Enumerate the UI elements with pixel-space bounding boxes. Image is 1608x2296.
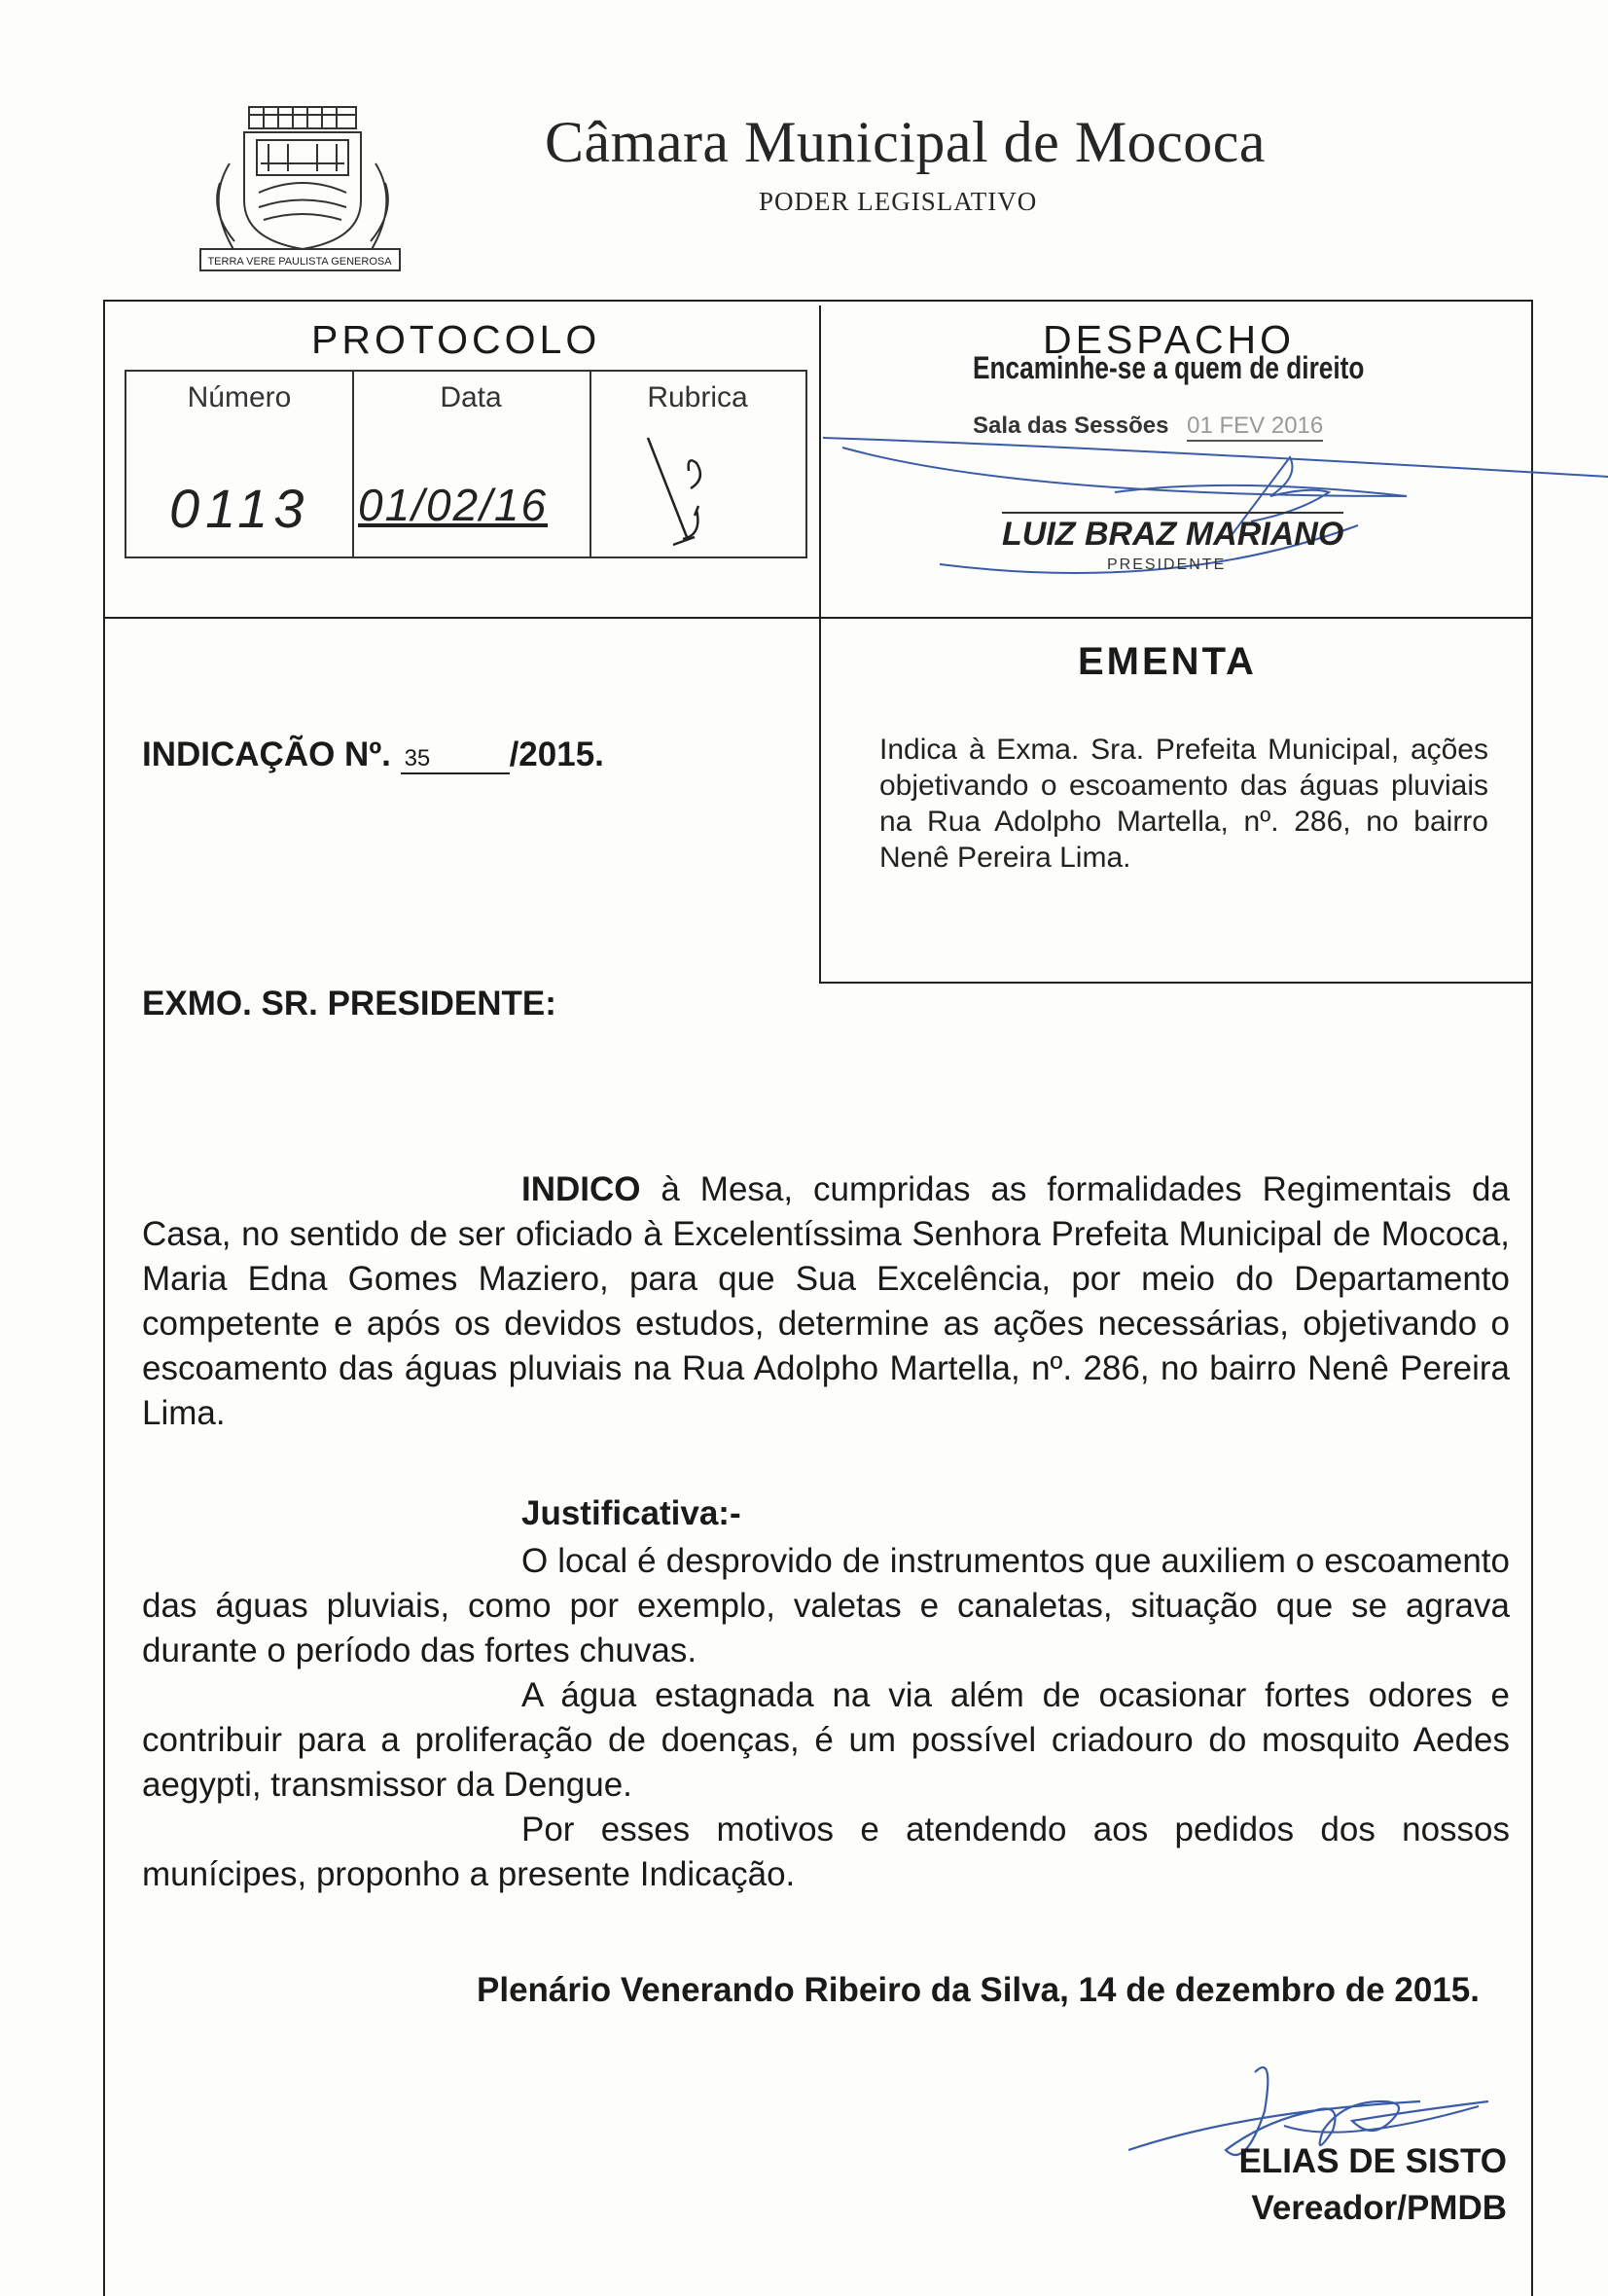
despacho-title: DESPACHO: [1043, 317, 1296, 362]
column-divider: [819, 305, 821, 982]
despacho-signatory-role: PRESIDENTE: [1107, 556, 1227, 573]
protocolo-table: [125, 370, 807, 558]
ementa-box-bottom: [819, 982, 1531, 984]
municipal-crest-logo: [191, 105, 414, 280]
place-and-date: Plenário Venerando Ribeiro da Silva, 14 de dezembro de 2015.: [477, 1971, 1480, 2009]
numero-value: 0113: [169, 478, 310, 539]
ementa-title: EMENTA: [1078, 640, 1257, 683]
signer-role: Vereador/PMDB: [1251, 2189, 1507, 2227]
ementa-text: Indica à Exma. Sra. Prefeita Municipal, ações objetivando o escoamento das águas pluviais na Rua Adolpho Martella, nº. 286, no bairro Nenê Pereira Lima.: [879, 734, 1488, 874]
rubrica-label: Rubrica: [647, 381, 748, 413]
numero-cell: [126, 372, 354, 556]
justificativa-text-2: A água estagnada na via além de ocasionar fortes odores e contribuir para a proliferação de doenças, é um possível criadouro do mosquito Aedes aegypti, transmissor da Dengue.: [142, 1676, 1510, 1804]
indicacao-year: /2015.: [509, 735, 604, 773]
body-paragraph-1: [142, 1167, 1510, 1436]
rubrica-cell: [590, 372, 805, 556]
indicacao-heading: [142, 735, 604, 774]
justificativa-paragraph-2: [142, 1673, 1510, 1808]
justificativa-paragraph-3: [142, 1808, 1510, 1897]
body-lead-word: INDICO: [521, 1170, 641, 1208]
indicacao-prefix: INDICAÇÃO Nº.: [142, 735, 391, 773]
justificativa-title: Justificativa:-: [521, 1494, 741, 1532]
body-paragraph-1-text: à Mesa, cumpridas as formalidades Regimentais da Casa, no sentido de ser oficiado à Excelentíssima Senhora Prefeita Municipal de Mococa, Maria Edna Gomes Maziero, para que Sua Excelência, por meio do Departamento competente e após os devidos estudos, determine as ações necessárias, objetivando o escoamento das águas pluviais na Rua Adolpho Martella, nº. 286, no bairro Nenê Pereira Lima.: [142, 1170, 1510, 1432]
stamp-date: 01 FEV 2016: [1187, 413, 1323, 442]
institution-subtitle: PODER LEGISLATIVO: [759, 187, 1038, 216]
svg-text:TERRA VERE PAULISTA GENEROSA: TERRA VERE PAULISTA GENEROSA: [207, 256, 392, 268]
numero-label: Número: [187, 381, 292, 413]
signer-name: ELIAS DE SISTO: [1238, 2142, 1507, 2180]
row-divider: [103, 617, 1531, 619]
protocolo-title: PROTOCOLO: [311, 317, 601, 362]
justificativa-text-3: Por esses motivos e atendendo aos pedidos dos nossos munícipes, proponho a presente Indicação.: [142, 1811, 1510, 1893]
rubrica-initials: [628, 430, 745, 556]
data-cell: [352, 372, 591, 556]
salutation: EXMO. SR. PRESIDENTE:: [142, 985, 556, 1022]
indicacao-number: 35: [401, 745, 510, 774]
justificativa-text-1: O local é desprovido de instrumentos que auxiliem o escoamento das águas pluviais, como por exemplo, valetas e canaletas, situação que se agrava durante o período das fortes chuvas.: [142, 1542, 1510, 1669]
despacho-signatory-name: LUIZ BRAZ MARIANO: [1002, 512, 1343, 554]
data-label: Data: [440, 381, 502, 413]
institution-name: Câmara Municipal de Mococa: [545, 110, 1267, 174]
justificativa-paragraph-1: [142, 1539, 1510, 1673]
despacho-stamp-text: Encaminhe-se a quem de direito: [973, 350, 1365, 385]
data-value: 01/02/16: [358, 480, 549, 530]
stamp-place-label: Sala das Sessões: [973, 413, 1169, 439]
